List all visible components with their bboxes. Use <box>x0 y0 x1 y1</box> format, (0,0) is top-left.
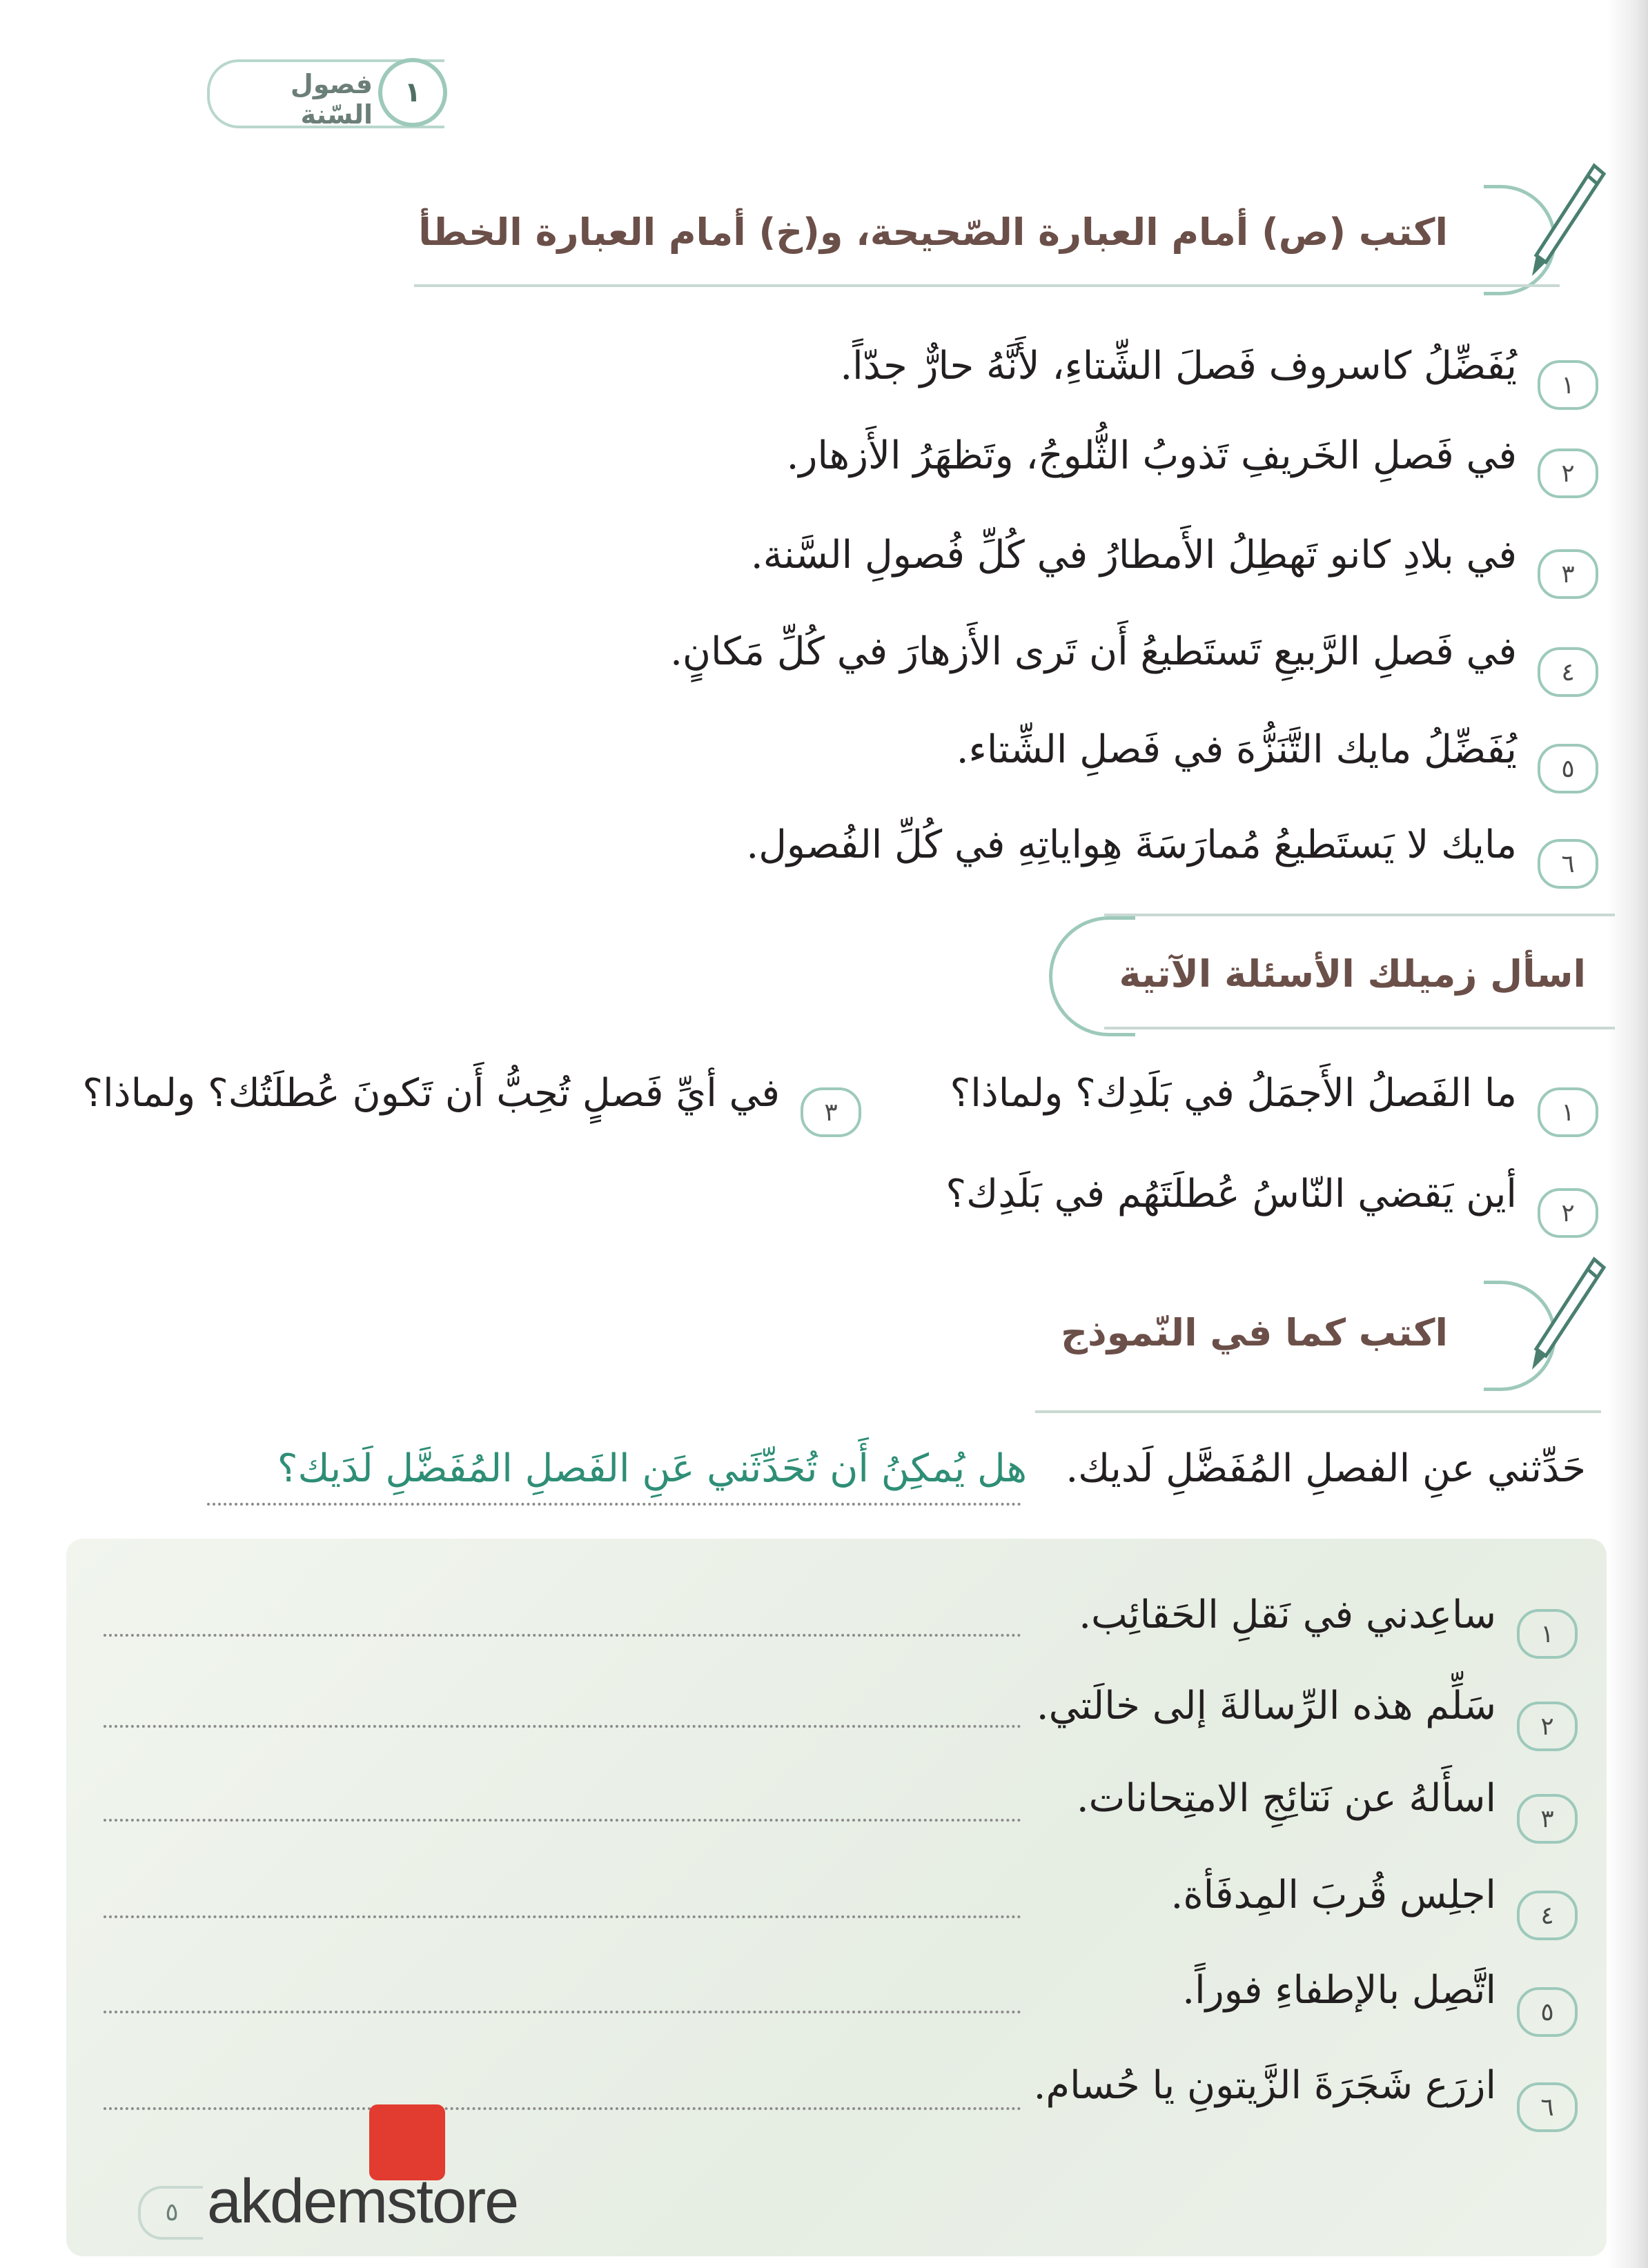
s3-answer-line-6[interactable] <box>104 2107 1021 2110</box>
s2-item-1-number: ١ <box>1538 1087 1598 1137</box>
s3-item-6-number: ٦ <box>1517 2082 1578 2132</box>
s3-answer-line-2[interactable] <box>104 1725 1021 1728</box>
s2-item-2-text: أين يَقضي النّاسُ عُطلَتَهُم في بَلَدِك؟ <box>945 1172 1517 1216</box>
s3-item-2-text: سَلِّم هذه الرِّسالةَ إلى خالَتي. <box>1036 1684 1496 1728</box>
s3-item-5-text: اتَّصِل بالإطفاءِ فوراً. <box>1182 1968 1496 2013</box>
section2-title: اسأل زميلك الأسئلة الآتية <box>1119 952 1586 996</box>
chapter-title: فصول السّنة <box>290 69 373 130</box>
page-number: ٥ <box>138 2186 203 2240</box>
section1-title: اكتب (ص) أمام العبارة الصّحيحة، و(خ) أمام العبارة الخطأ <box>418 210 1448 254</box>
s3-item-4-text: اجلِس قُربَ المِدفَأة. <box>1170 1873 1496 1917</box>
section1-header-rule <box>414 284 1560 287</box>
section2-header-rule-bottom <box>1104 1027 1615 1029</box>
store-watermark: akdemstore <box>207 2167 518 2236</box>
section3-header-rule <box>1035 1410 1601 1413</box>
s1-item-3-text: في بلادِ كانو تَهطِلُ الأَمطارُ في كُلِّ فُصولِ السَّنة. <box>750 533 1517 578</box>
s1-item-1-number: ١ <box>1538 360 1598 410</box>
section2-header-rule <box>1104 914 1615 916</box>
s3-item-3-text: اسأَلهُ عن نَتائِجِ الامتِحانات. <box>1076 1776 1496 1821</box>
s1-item-1-text: يُفَضِّلُ كاسروف فَصلَ الشِّتاءِ، لأَنَّهُ حارٌّ جدّاً. <box>840 344 1517 388</box>
example-answer: هل يُمكِنُ أَن تُحَدِّثَني عَنِ الفَصلِ المُفَضَّلِ لَدَيك؟ <box>277 1446 1027 1491</box>
s3-item-4-number: ٤ <box>1517 1891 1578 1940</box>
s2-item-3-number: ٣ <box>801 1087 861 1137</box>
s1-item-4-number: ٤ <box>1538 647 1598 697</box>
s1-item-2-text: في فَصلِ الخَريفِ تَذوبُ الثُّلوجُ، وتَظهَرُ الأَزهار. <box>786 433 1517 478</box>
pen-icon <box>1518 1252 1608 1377</box>
s3-item-5-number: ٥ <box>1517 1987 1578 2037</box>
page-edge-shadow <box>1607 0 1648 2268</box>
s1-item-6-text: مايك لا يَستَطيعُ مُمارَسَةَ هِواياتِهِ في كُلِّ الفُصول. <box>746 822 1517 867</box>
s3-item-3-number: ٣ <box>1517 1794 1578 1844</box>
s3-answer-line-5[interactable] <box>104 2011 1021 2013</box>
s1-item-6-number: ٦ <box>1538 839 1598 889</box>
chapter-number: ١ <box>378 58 447 127</box>
s3-item-1-number: ١ <box>1517 1609 1578 1659</box>
s3-answer-line-1[interactable] <box>104 1634 1021 1637</box>
section3-title: اكتب كما في النّموذج <box>1061 1311 1448 1354</box>
example-answer-line <box>207 1503 1021 1506</box>
s1-item-5-text: يُفَضِّلُ مايك التَّنَزُّهَ في فَصلِ الشِّتاء. <box>956 727 1517 772</box>
s1-item-2-number: ٢ <box>1538 448 1598 498</box>
s2-item-1-text: ما الفَصلُ الأَجمَلُ في بَلَدِك؟ ولماذا؟ <box>950 1071 1517 1116</box>
s1-item-3-number: ٣ <box>1538 549 1598 599</box>
s3-item-6-text: ازرَع شَجَرَةَ الزَّيتونِ يا حُسام. <box>1033 2063 1496 2108</box>
s2-item-2-number: ٢ <box>1538 1188 1598 1238</box>
s1-item-5-number: ٥ <box>1538 744 1598 793</box>
s3-item-1-text: ساعِدني في نَقلِ الحَقائِب. <box>1079 1592 1496 1637</box>
pen-icon <box>1518 159 1608 283</box>
s3-answer-line-4[interactable] <box>104 1915 1021 1918</box>
s1-item-4-text: في فَصلِ الرَّبيعِ تَستَطيعُ أَن تَرى الأَزهارَ في كُلِّ مَكانٍ. <box>670 629 1517 674</box>
s2-item-3-text: في أيِّ فَصلٍ تُحِبُّ أَن تَكونَ عُطلَتُك؟ ولماذا؟ <box>82 1071 780 1116</box>
s3-answer-line-3[interactable] <box>104 1819 1021 1822</box>
s3-item-2-number: ٢ <box>1517 1702 1578 1751</box>
example-prompt: حَدِّثني عنِ الفصلِ المُفَضَّلِ لَديك. <box>1066 1446 1586 1491</box>
